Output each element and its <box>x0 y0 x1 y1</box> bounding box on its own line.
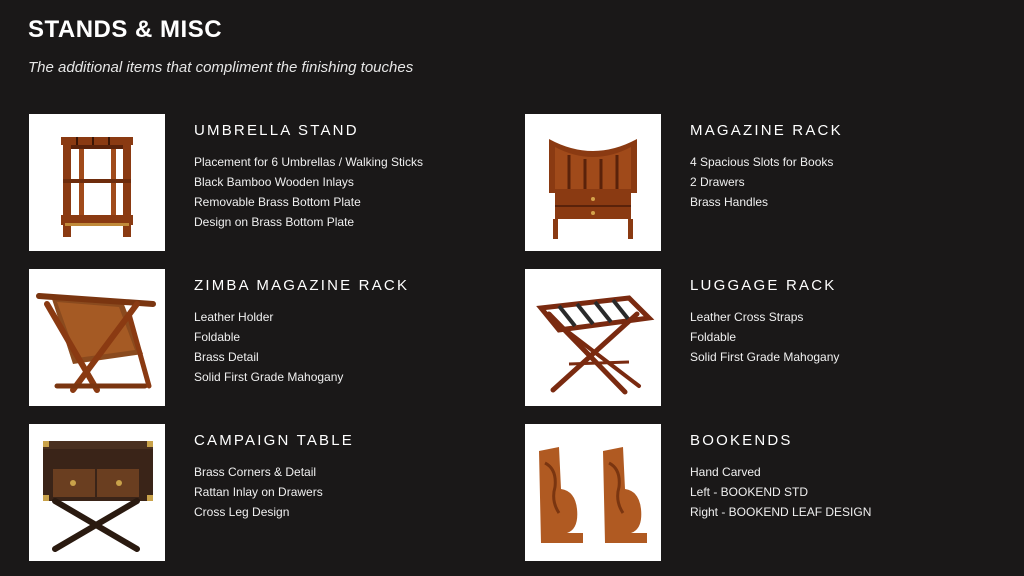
feature-item: Design on Brass Bottom Plate <box>194 215 355 229</box>
magazine-rack-image <box>525 114 661 251</box>
feature-list <box>690 462 871 522</box>
feature-list <box>194 152 423 232</box>
page-title: STANDS & MISC <box>28 16 223 43</box>
umbrella-stand-image <box>29 114 165 251</box>
feature-item: Foldable <box>194 330 241 344</box>
feature-item: Brass Detail <box>194 350 259 364</box>
product-name: ZIMBA MAGAZINE RACK <box>194 277 410 294</box>
feature-item: 4 Spacious Slots for Books <box>690 155 834 169</box>
product-name: MAGAZINE RACK <box>690 122 843 139</box>
feature-item: Leather Cross Straps <box>690 310 804 324</box>
feature-list <box>194 307 343 387</box>
feature-item: Brass Handles <box>690 195 769 209</box>
feature-item: Right - BOOKEND LEAF DESIGN <box>690 505 872 519</box>
feature-item: Rattan Inlay on Drawers <box>194 485 323 499</box>
feature-list <box>690 307 839 367</box>
product-name: CAMPAIGN TABLE <box>194 432 354 449</box>
luggage-rack-image <box>525 269 661 406</box>
feature-item: Solid First Grade Mahogany <box>690 350 840 364</box>
feature-item: 2 Drawers <box>690 175 745 189</box>
feature-item: Removable Brass Bottom Plate <box>194 195 361 209</box>
product-name: UMBRELLA STAND <box>194 122 359 139</box>
feature-item: Cross Leg Design <box>194 505 290 519</box>
feature-item: Left - BOOKEND STD <box>690 485 809 499</box>
feature-item: Brass Corners & Detail <box>194 465 317 479</box>
zimba-magazine-rack-image <box>29 269 165 406</box>
feature-item: Foldable <box>690 330 737 344</box>
feature-item: Leather Holder <box>194 310 274 324</box>
feature-item: Hand Carved <box>690 465 761 479</box>
feature-list <box>690 152 833 212</box>
campaign-table-image <box>29 424 165 561</box>
feature-item: Solid First Grade Mahogany <box>194 370 344 384</box>
bookends-image <box>525 424 661 561</box>
product-name: LUGGAGE RACK <box>690 277 837 294</box>
feature-item: Placement for 6 Umbrellas / Walking Sticks <box>194 155 423 169</box>
page-subtitle: The additional items that compliment the finishing touches <box>28 59 414 76</box>
feature-list <box>194 462 323 522</box>
feature-item: Black Bamboo Wooden Inlays <box>194 175 354 189</box>
product-name: BOOKENDS <box>690 432 793 449</box>
